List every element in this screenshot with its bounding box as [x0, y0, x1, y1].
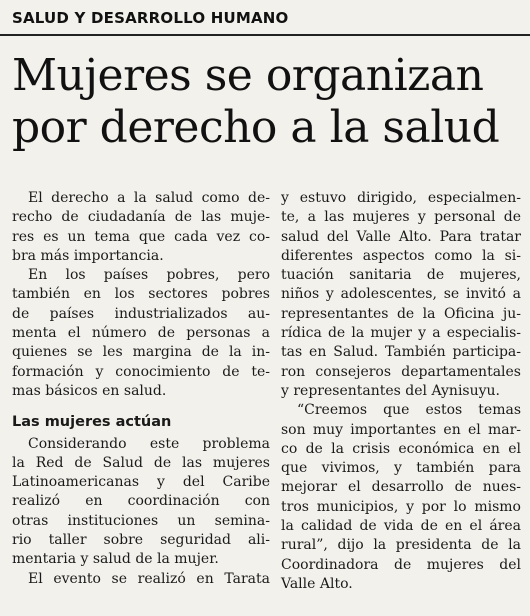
- paragraph-4: [12, 570, 270, 589]
- text-line: rural”, dijo la presidenta de la: [281, 537, 521, 554]
- text-line: tas en Salud. También participa-: [281, 344, 521, 361]
- article-column-left: [12, 189, 270, 589]
- text-line: Latinoamericanas y del Caribe: [12, 474, 270, 491]
- text-line: realizó en coordinación con: [12, 493, 270, 510]
- text-line: co de la crisis económica en el: [281, 440, 521, 457]
- text-line: res es un tema que cada vez co-: [12, 228, 270, 245]
- text-line: son muy importantes en el mar-: [281, 421, 521, 438]
- text-line: niños y adolescentes, se invitó a: [281, 286, 521, 303]
- paragraph-5: [281, 189, 521, 401]
- text-line: y representantes del Aynisuyu.: [281, 382, 500, 399]
- section-kicker: SALUD Y DESARROLLO HUMANO: [12, 9, 289, 27]
- text-line: otras instituciones un semina-: [12, 512, 270, 529]
- text-line: El evento se realizó en Tarata: [28, 570, 270, 587]
- text-line: representantes de la Oficina ju-: [281, 305, 521, 322]
- text-line: de países industrializados au-: [12, 305, 270, 322]
- text-line: recho de ciudadanía de las muje-: [12, 209, 270, 226]
- headline-line-1: Mujeres se organizan: [12, 50, 484, 101]
- paragraph-3: [12, 435, 270, 570]
- paragraph-2: [12, 266, 270, 401]
- paragraph-6: [281, 401, 521, 594]
- headline: [12, 50, 530, 154]
- text-line: la Red de Salud de las mujeres: [12, 454, 270, 471]
- text-line: En los países pobres, pero: [28, 267, 270, 284]
- text-line: bra más importancia.: [12, 247, 164, 264]
- text-line: tros municipios, y por lo mismo: [281, 498, 521, 515]
- text-line: quienes se les margina de la in-: [12, 344, 270, 361]
- text-line: formación y conocimiento de te-: [12, 363, 270, 380]
- text-line: mas básicos en salud.: [12, 382, 167, 399]
- text-line: Coordinadora de mujeres del: [281, 556, 521, 573]
- text-line: Considerando este problema: [28, 435, 270, 452]
- text-line: mentaria y salud de la mujer.: [12, 551, 219, 568]
- text-line: y estuvo dirigido, especialmen-: [281, 190, 521, 206]
- subheading: Las mujeres actúan: [12, 414, 172, 431]
- text-line: que vivimos, y también para: [281, 460, 521, 477]
- article-column-right: [281, 189, 521, 594]
- text-line: la calidad de vida de en el área: [281, 518, 521, 535]
- text-line: menta el número de personas a: [12, 325, 270, 342]
- text-line: diferentes aspectos como la si-: [281, 247, 521, 264]
- text-line: ron consejeros departamentales: [281, 363, 521, 380]
- headline-line-2: por derecho a la salud: [12, 102, 500, 153]
- text-line: tuación sanitaria de mujeres,: [281, 267, 521, 284]
- text-line: también en los sectores pobres: [12, 286, 270, 303]
- text-line: El derecho a la salud como de-: [28, 190, 270, 206]
- text-line: “Creemos que estos temas: [297, 402, 521, 419]
- text-line: Valle Alto.: [281, 575, 353, 592]
- text-line: te, a las mujeres y personal de: [281, 209, 521, 226]
- text-line: mejorar el desarrollo de nues-: [281, 479, 521, 496]
- text-line: rio taller sobre seguridad ali-: [12, 532, 270, 549]
- text-line: rídica de la mujer y a especialis-: [281, 325, 521, 342]
- kicker-rule: [0, 34, 530, 36]
- paragraph-1: [12, 189, 270, 266]
- text-line: salud del Valle Alto. Para tratar: [281, 228, 521, 245]
